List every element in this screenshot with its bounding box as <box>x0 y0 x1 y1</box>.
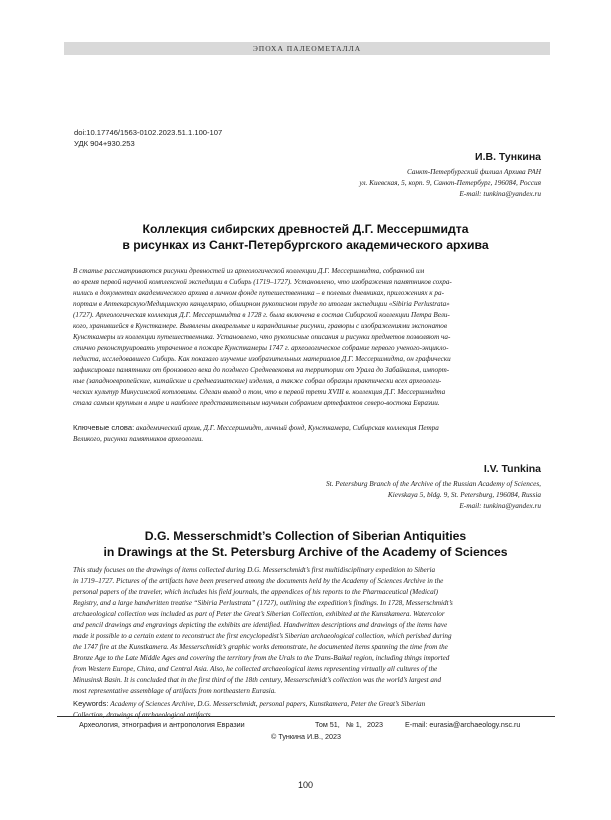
title-line: Коллекция сибирских древностей Д.Г. Мессершмидта <box>142 222 469 236</box>
abstract-line: ные (западноевропейские, китайские и среднеазиатские) изделия, а также собрал образцы практически всех археологи- <box>73 377 442 385</box>
udk: УДК 904+930.253 <box>74 139 135 148</box>
abstract-line: most representative assemblage of artifacts from northeastern Eurasia. <box>73 687 277 695</box>
keywords-label: Keywords: <box>73 699 109 708</box>
affiliation-line: St. Petersburg Branch of the Archive of the Russian Academy of Sciences, <box>325 479 541 488</box>
abstract-ru <box>73 266 549 409</box>
title-ru <box>70 221 541 253</box>
abstract-line: педиста, исследовавшего Сибирь. Как показало изучение изобразительных материалов Д.Г. Мессершмидта, он графически <box>73 355 451 363</box>
journal-name: Археология, этнография и антропология Евразии <box>79 720 245 729</box>
title-line: in Drawings at the St. Petersburg Archive of the Academy of Sciences <box>103 545 508 559</box>
affiliation-line: Kievskaya 5, bldg. 9, St. Petersburg, 196084, Russia <box>387 490 541 499</box>
keywords-en <box>73 699 549 720</box>
title-line: D.G. Messerschmidt’s Collection of Siberian Antiquities <box>144 529 467 543</box>
title-line: в рисунках из Санкт-Петербургского академического архива <box>122 238 489 252</box>
affiliation-line: ул. Киевская, 5, корп. 9, Санкт-Петербург, 196084, Россия <box>359 178 541 187</box>
abstract-line: Registry, and a large handwritten treatise “Sibiria Perlustrata” (1727), outlining the expedition’s findings. In 1728, Messerschmidt’s <box>73 599 453 607</box>
abstract-line: archaeological collection was included as part of Peter the Great’s Siberian Collection, exhibited at the Kunstkamera. Watercolor <box>73 610 445 618</box>
keywords-text: Collection, drawings of archaeological artifacts. <box>73 710 213 719</box>
journal-volume: Том 51, <box>315 720 340 729</box>
affiliation-ru <box>221 166 541 199</box>
abstract-line: made it possible to a certain extent to reconstruct the first encyclopedist’s Siberian archaeological collection, which perished during <box>73 632 452 640</box>
abstract-line: Minusinsk Basin. It is concluded that in the first third of the 18th century, Messerschmidt’s collection was the world’s largest and <box>73 676 442 684</box>
email[interactable]: E-mail: tunkina@yandex.ru <box>459 189 541 198</box>
abstract-line: the 1747 fire at the Kunstkamera. As Messerschmidt’s graphic works demonstrate, he documented items spanning the time from the <box>73 643 448 651</box>
author-ru: И.В. Тункина <box>475 151 541 163</box>
doi: doi:10.17746/1563-0102.2023.51.1.100-107 <box>74 128 223 137</box>
footer-copyright: © Тункина И.В., 2023 <box>271 732 341 741</box>
author-en: I.V. Tunkina <box>483 463 541 475</box>
keywords-label: Ключевые слова: <box>73 423 135 432</box>
abstract-line: зафиксировал памятники от бронзового века до позднего Средневековья на территории от Урала до Забайкалья, импорт- <box>73 366 450 374</box>
affiliation-line: Санкт-Петербургский филиал Архива РАН <box>406 167 541 176</box>
abstract-line: from Western Europe, China, and Central Asia. Also, he collected archaeological items representing virtually all cultures of the <box>73 665 438 673</box>
abstract-en <box>73 565 549 697</box>
journal-email[interactable]: E-mail: eurasia@archaeology.nsc.ru <box>405 720 521 729</box>
section-banner: ЭПОХА ПАЛЕОМЕТАЛЛА <box>64 42 550 55</box>
title-en <box>70 528 541 560</box>
keywords-text: Великого, рисунки памятников археологии. <box>73 434 204 443</box>
abstract-line: стала самым крупным в мире и наиболее представительным научным собранием артефактов северо-востока Евразии. <box>73 399 440 407</box>
abstract-line: во время первой научной комплексной экспедиции в Сибирь (1719–1727). Установлено, что изображения памятников сохра- <box>73 278 452 286</box>
keywords-ru <box>73 423 549 444</box>
email[interactable]: E-mail: tunkina@yandex.ru <box>459 501 541 510</box>
abstract-line: Кунсткамеры из коллекции путешественника. Установлено, что рукописные описания и рисунки предметов позволяют ча- <box>73 333 451 341</box>
abstract-line: кого, хранившейся в Кунсткамере. Выявлены акварельные и карандашные рисунки, гравюры с изображениями экспонатов <box>73 322 447 330</box>
journal-issue: № 1, <box>346 720 362 729</box>
abstract-line: personal papers of the traveler, which includes his field journals, the appendices of his reports to the Pharmaceutical (Medical) <box>73 588 439 596</box>
page-number: 100 <box>297 780 314 790</box>
abstract-line: стично реконструировать утраченное в пожаре Кунсткамеры 1747 г. археологическое собрание первого ученого-энцикло- <box>73 344 449 352</box>
keywords-text: Academy of Sciences Archive, D.G. Messerschmidt, personal papers, Kunstkamera, Peter the Great’s Siberian <box>110 700 426 708</box>
abstract-line: нились в документах академического архива в личном фонде путешественника – в полевых дневниках, приложениях к ра- <box>73 289 444 297</box>
abstract-line: В статье рассматриваются рисунки древностей из археологической коллекции Д.Г. Мессершмидта, собранной им <box>73 267 425 275</box>
journal-year: 2023 <box>367 720 383 729</box>
abstract-line: портам в Аптекарскую/Медицинскую канцелярию, обширном рукописном труде по итогам экспедиции «Sibiria Perlustrata» <box>73 300 450 308</box>
keywords-text: академический архив, Д.Г. Мессершмидт, личный фонд, Кунсткамера, Сибирская коллекция Петра <box>136 424 439 432</box>
affiliation-en <box>201 478 541 511</box>
abstract-line: ческих культур Минусинской котловины. Сделан вывод о том, что в первой трети XVIII в. коллекция Д.Г. Мессершмидта <box>73 388 446 396</box>
abstract-line: This study focuses on the drawings of items collected during D.G. Messerschmidt’s first multidisciplinary expedition to Siberia <box>73 566 436 574</box>
abstract-line: in 1719–1727. Pictures of the artifacts have been preserved among the documents held by the Academy of Sciences Archive in the <box>73 577 444 585</box>
abstract-line: Bronze Age to the Late Middle Ages and covering the territory from the Urals to the Trans-Baikal region, including things imported <box>73 654 450 662</box>
footer-divider <box>57 716 555 717</box>
abstract-line: and pencil drawings and engravings depicting the exhibits are identified. Handwritten descriptions and drawings of the items have <box>73 621 448 629</box>
abstract-line: (1727). Археологическая коллекция Д.Г. Мессершмидта в 1728 г. была включена в состав Сибирской коллекции Петра Вели- <box>73 311 450 319</box>
